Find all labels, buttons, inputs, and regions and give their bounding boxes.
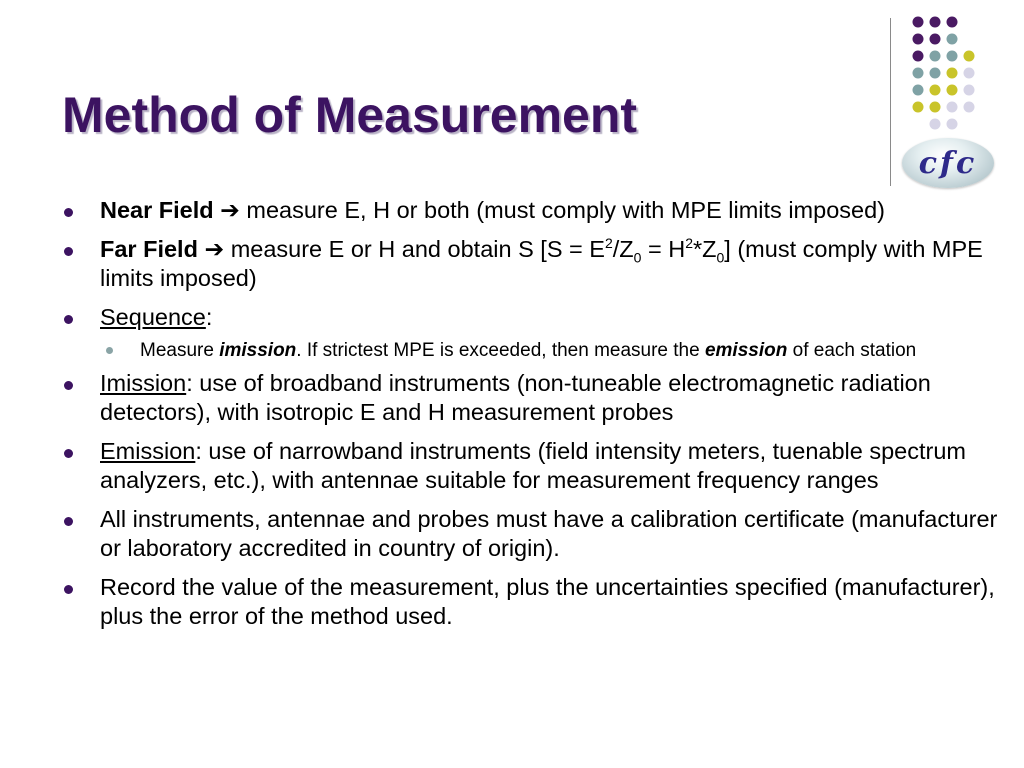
decorative-dot — [930, 102, 941, 113]
divider-line — [890, 18, 891, 186]
logo-text: cfc — [918, 145, 978, 181]
imission-emphasis: imission — [219, 340, 297, 361]
decorative-dot — [947, 68, 958, 79]
decorative-dot — [947, 102, 958, 113]
heavy-right-arrow-icon: ➔ — [204, 235, 225, 263]
near-field-text: measure E, H or both (must comply with MPE limits imposed) — [239, 197, 885, 223]
decorative-dot — [947, 119, 958, 130]
bullet-list — [60, 196, 1000, 631]
decorative-dot — [964, 102, 975, 113]
imission-link[interactable]: Imission — [100, 370, 187, 396]
heavy-right-arrow-icon: ➔ — [220, 196, 240, 224]
decorative-dot — [930, 51, 941, 62]
imission-text: : use of broadband instruments (non-tuneable electromagnetic radiation detectors), with isotropic E and H measurement probes — [100, 370, 931, 425]
subscript-z0-b: 0 — [716, 249, 725, 266]
decorative-dot — [930, 68, 941, 79]
decorative-dot — [947, 34, 958, 45]
subscript-z0-a: 0 — [633, 249, 642, 266]
decorative-dot — [913, 17, 924, 28]
calibration-text: All instruments, antennae and probes must have a calibration certificate (manufacturer or laboratory accredited in country of origin). — [100, 506, 998, 561]
bullet-near-field — [60, 196, 1000, 225]
decorative-dot — [964, 68, 975, 79]
far-field-label: Far Field — [100, 236, 198, 262]
sequence-link[interactable]: Sequence — [100, 304, 206, 330]
far-field-text-pre: measure E or H and obtain S [S = E — [224, 236, 605, 262]
exponent-e: 2 — [604, 235, 613, 252]
decorative-dot — [930, 34, 941, 45]
decorative-dot — [947, 17, 958, 28]
far-field-text-mid2: = H — [641, 236, 686, 262]
measure-pre: Measure — [140, 340, 220, 361]
near-field-label: Near Field — [100, 197, 214, 223]
decorative-dot — [930, 85, 941, 96]
bullet-emission — [60, 437, 1000, 495]
decorative-dot — [947, 51, 958, 62]
exponent-h: 2 — [685, 235, 693, 252]
decorative-dot — [930, 17, 941, 28]
slide-body — [60, 196, 1000, 641]
slide-title: Method of Measurement — [62, 87, 638, 143]
decorative-dot — [964, 51, 975, 62]
far-field-text-post: ] (must comply with MPE limits imposed) — [100, 236, 983, 291]
measure-post: of each station — [787, 340, 917, 361]
bullet-sequence — [60, 303, 1000, 332]
sequence-colon: : — [205, 304, 213, 330]
decorative-dot — [913, 102, 924, 113]
bullet-record-value — [60, 573, 1000, 631]
cfc-logo — [902, 138, 994, 188]
decorative-dot — [913, 85, 924, 96]
far-field-text-mid1: /Z — [612, 236, 634, 262]
bullet-calibration — [60, 505, 1000, 563]
decorative-dot — [964, 85, 975, 96]
bullet-imission — [60, 369, 1000, 427]
decorative-dot — [930, 119, 941, 130]
decorative-dot — [913, 34, 924, 45]
measure-mid: . If strictest MPE is exceeded, then measure the — [296, 340, 705, 361]
sub-bullet-measure — [60, 338, 1000, 363]
decorative-dot — [947, 85, 958, 96]
emission-emphasis: emission — [704, 340, 788, 361]
decorative-dot — [913, 68, 924, 79]
decorative-dot — [913, 51, 924, 62]
far-field-text-mid3: *Z — [693, 236, 717, 262]
emission-link[interactable]: Emission — [100, 438, 196, 464]
emission-text: : use of narrowband instruments (field intensity meters, tuenable spectrum analyzers, etc.), with antennae suitable for measurement frequency ranges — [100, 438, 966, 493]
bullet-far-field — [60, 235, 1000, 293]
record-value-text: Record the value of the measurement, plus the uncertainties specified (manufacturer), plus the error of the method used. — [100, 574, 995, 629]
